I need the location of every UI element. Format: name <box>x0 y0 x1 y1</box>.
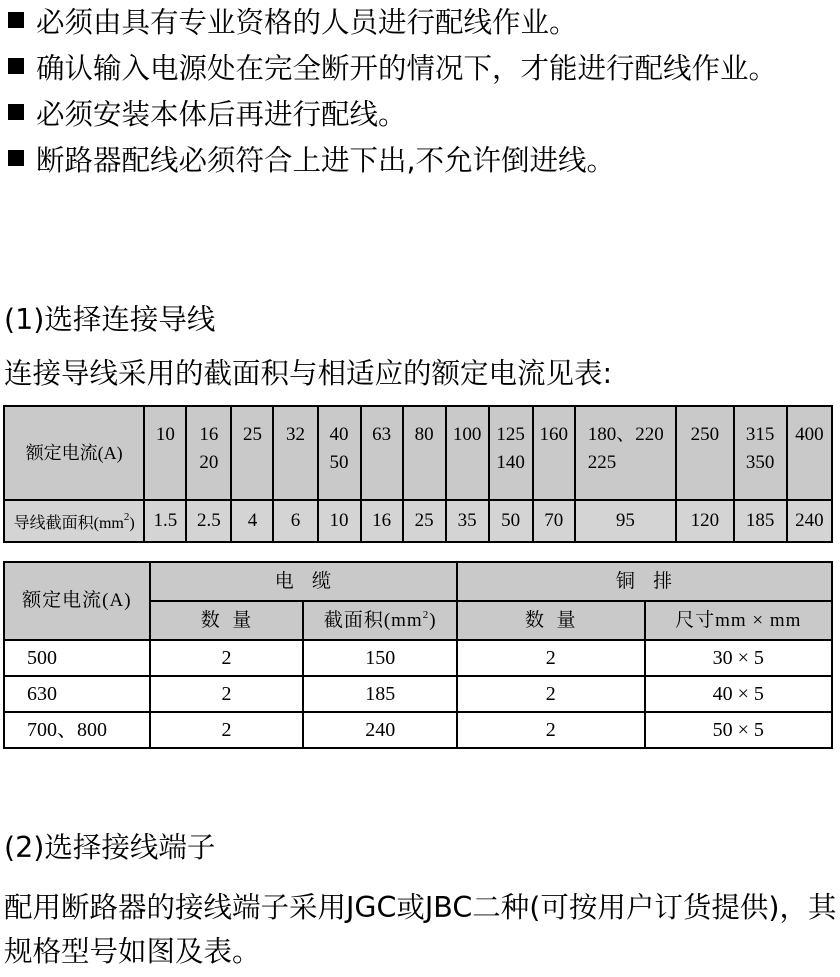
subheader-busbar-qty: 数 量 <box>457 601 645 640</box>
header-cable: 电 缆 <box>150 562 457 601</box>
cell-bar-qty: 2 <box>457 712 645 748</box>
table-header-row <box>4 562 832 601</box>
area-cell: 25 <box>403 500 446 542</box>
cell-value: 100 <box>452 424 482 445</box>
current-cell <box>676 406 733 500</box>
current-cell <box>361 406 403 500</box>
header-text: 截面积(mm <box>323 609 423 631</box>
cell-current: 500 <box>4 640 150 676</box>
current-cell <box>575 406 676 500</box>
current-cell <box>273 406 317 500</box>
conductor-area-table <box>3 405 833 543</box>
current-cell <box>318 406 361 500</box>
area-cell: 16 <box>361 500 403 542</box>
section-1-intro: 连接导线采用的截面积与相适应的额定电流见表: <box>4 357 613 390</box>
cell-value: 400 <box>795 424 824 445</box>
area-cell: 240 <box>787 500 832 542</box>
current-cell <box>533 406 575 500</box>
area-cell: 10 <box>318 500 361 542</box>
current-cell <box>446 406 489 500</box>
area-cell: 2.5 <box>186 500 231 542</box>
cell-area: 150 <box>303 640 457 676</box>
cable-busbar-table <box>3 561 833 749</box>
bullet-text: 必须由具有专业资格的人员进行配线作业。 <box>36 6 578 39</box>
current-cell <box>403 406 446 500</box>
current-cell <box>489 406 533 500</box>
cell-value: 160 <box>539 424 568 445</box>
bullet-text: 必须安装本体后再进行配线。 <box>36 98 407 131</box>
cell-value: 50 <box>329 452 349 473</box>
subheader-area <box>303 601 457 640</box>
area-cell: 6 <box>273 500 317 542</box>
cell-value: 32 <box>286 424 305 445</box>
bullet-item <box>6 92 840 138</box>
square-bullet-icon <box>8 12 24 28</box>
rated-current-row <box>4 406 832 500</box>
cell-value: 10 <box>155 424 175 445</box>
current-cell <box>734 406 787 500</box>
cell-value: 40 <box>329 424 349 445</box>
header-text: ) <box>129 514 135 532</box>
subheader-size: 尺寸mm × mm <box>645 601 832 640</box>
area-cell: 185 <box>734 500 787 542</box>
current-cell <box>231 406 273 500</box>
section-1-heading: (1)选择连接导线 <box>4 303 216 336</box>
cell-size: 40 × 5 <box>645 676 832 712</box>
cell-area: 240 <box>303 712 457 748</box>
bullet-text: 断路器配线必须符合上进下出,不允许倒进线。 <box>36 144 616 177</box>
current-cell <box>186 406 231 500</box>
row-header-area <box>4 500 144 542</box>
area-cell: 35 <box>446 500 489 542</box>
cell-value: 80 <box>414 424 434 445</box>
header-busbar: 铜 排 <box>457 562 832 601</box>
header-text: ) <box>429 609 437 631</box>
bullet-item <box>6 0 840 46</box>
cell-value: 16 <box>199 424 219 445</box>
area-cell: 4 <box>231 500 273 542</box>
square-bullet-icon <box>8 150 24 166</box>
cell-value: 20 <box>199 452 219 473</box>
safety-bullet-list <box>6 0 840 184</box>
bullet-text: 确认输入电源处在完全断开的情况下，才能进行配线作业。 <box>36 52 778 85</box>
bullet-item <box>6 46 840 92</box>
square-bullet-icon <box>8 58 24 74</box>
cell-value: 180、220 <box>587 424 664 445</box>
area-cell: 120 <box>676 500 733 542</box>
area-cell: 95 <box>575 500 676 542</box>
table-row <box>4 640 832 676</box>
cell-value: 315 <box>745 424 775 445</box>
superscript: 2 <box>123 510 130 523</box>
cell-cable-qty: 2 <box>150 640 304 676</box>
cell-value: 25 <box>242 424 262 445</box>
current-cell <box>144 406 186 500</box>
cell-value: 350 <box>745 452 775 473</box>
cell-size: 50 × 5 <box>645 712 832 748</box>
current-cell <box>787 406 832 500</box>
section-2-text: 配用断路器的接线端子采用JGC或JBC二种(可按用户订货提供)，其规格型号如图及表。 <box>4 891 837 968</box>
area-cell: 50 <box>489 500 533 542</box>
cell-cable-qty: 2 <box>150 676 304 712</box>
cell-bar-qty: 2 <box>457 640 645 676</box>
section-2-heading: (2)选择接线端子 <box>4 831 216 864</box>
area-cell: 70 <box>533 500 575 542</box>
cell-value: 125 <box>496 424 525 445</box>
cell-size: 30 × 5 <box>645 640 832 676</box>
superscript: 2 <box>422 608 430 621</box>
cell-cable-qty: 2 <box>150 712 304 748</box>
cell-value: 63 <box>372 424 392 445</box>
square-bullet-icon <box>8 104 24 120</box>
header-text: 导线截面积(mm <box>13 514 124 532</box>
cell-current: 630 <box>4 676 150 712</box>
conductor-area-row <box>4 500 832 542</box>
cell-value: 250 <box>690 424 720 445</box>
cell-bar-qty: 2 <box>457 676 645 712</box>
subheader-cable-qty: 数 量 <box>150 601 304 640</box>
header-rated-current: 额定电流(A) <box>4 562 150 640</box>
row-header-current: 额定电流(A) <box>4 406 144 500</box>
cell-current: 700、800 <box>4 712 150 748</box>
table-row <box>4 676 832 712</box>
bullet-item <box>6 138 840 184</box>
cell-area: 185 <box>303 676 457 712</box>
area-cell: 1.5 <box>144 500 186 542</box>
cell-value: 140 <box>496 452 525 473</box>
cell-value: 225 <box>587 452 617 473</box>
table-row <box>4 712 832 748</box>
